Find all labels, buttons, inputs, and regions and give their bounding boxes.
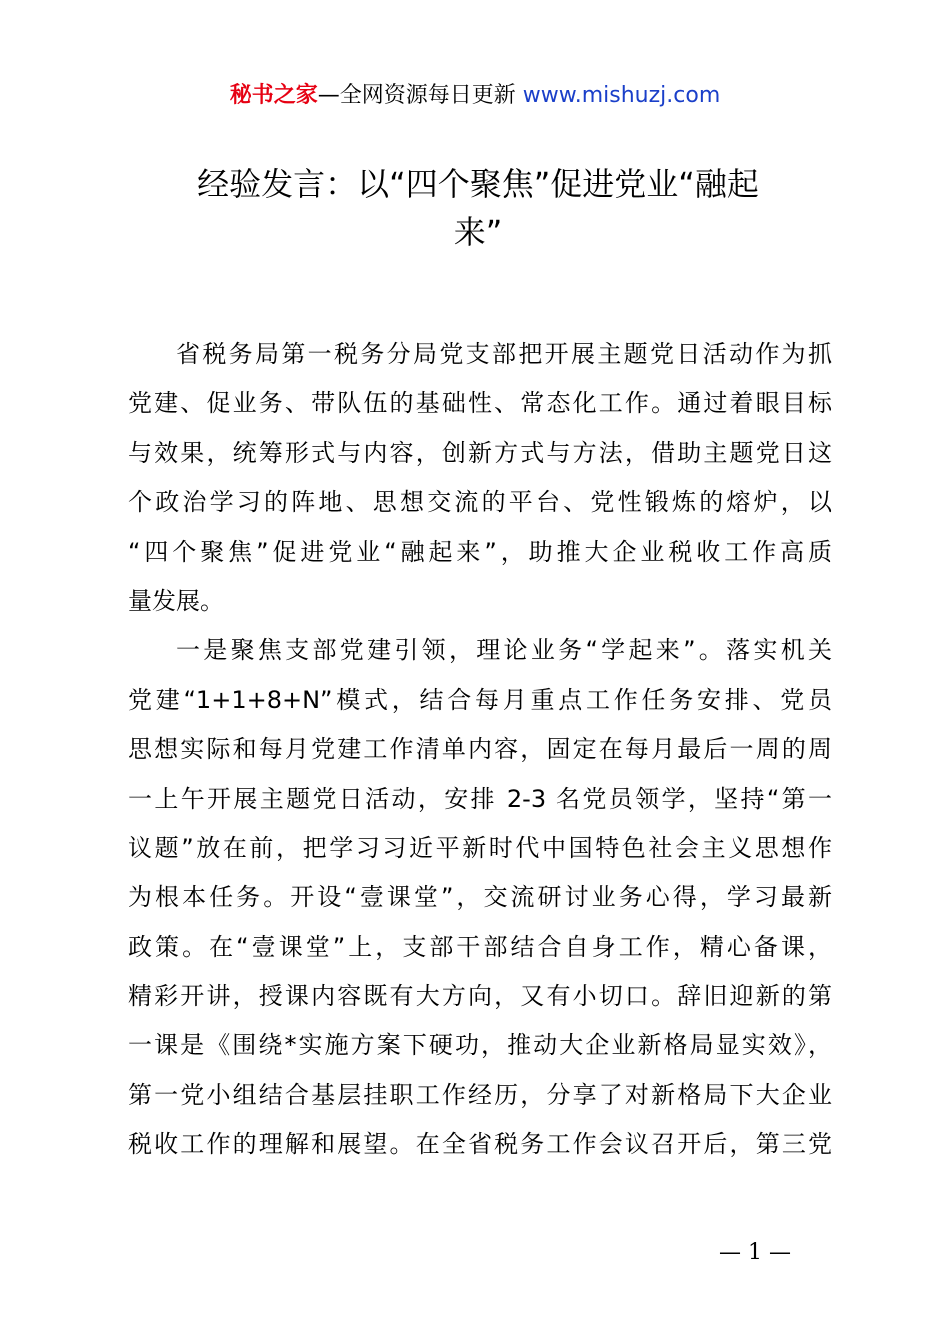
document-title (128, 160, 828, 256)
document-body (128, 330, 832, 1170)
text-line: 思想实际和每月党建工作清单内容，固定在每月最后一周的周 (128, 735, 832, 764)
text-line: 量发展。 (128, 586, 224, 615)
text-line: “四个聚焦”促进党业“融起来”，助推大企业税收工作高质 (128, 537, 832, 566)
title-line: 经验发言：以“四个聚焦”促进党业“融起 (197, 165, 759, 203)
site-url[interactable]: www.mishuzj.com (522, 83, 721, 108)
text-line: 一是聚焦支部党建引领，理论业务“学起来”。落实机关 (176, 636, 832, 665)
text-line: 与效果，统筹形式与内容，创新方式与方法，借助主题党日这 (128, 438, 832, 467)
site-name: 秘书之家 (229, 83, 318, 108)
page-number: — 1 — (719, 1240, 791, 1265)
text-line: 议题”放在前，把学习习近平新时代中国特色社会主义思想作 (128, 833, 832, 862)
paragraph-point-one (128, 626, 832, 1169)
text-line: 党建、促业务、带队伍的基础性、常态化工作。通过着眼目标 (128, 389, 832, 418)
text-line: 党建“1+1+8+N”模式，结合每月重点工作任务安排、党员 (128, 685, 832, 714)
text-line: 税收工作的理解和展望。在全省税务工作会议召开后，第三党 (128, 1130, 832, 1159)
title-line: 来” (453, 213, 503, 251)
text-line: 一上午开展主题党日活动，安排 2-3 名党员领学，坚持“第一 (128, 784, 832, 813)
paragraph-intro (128, 330, 832, 626)
text-line: 省税务局第一税务分局党支部把开展主题党日活动作为抓 (176, 340, 832, 368)
text-line: 个政治学习的阵地、思想交流的平台、党性锻炼的熔炉，以 (128, 488, 832, 517)
text-line: 一课是《围绕*实施方案下硬功，推动大企业新格局显实效》， (128, 1031, 832, 1060)
site-tagline: —全网资源每日更新 (317, 83, 523, 108)
text-line: 第一党小组结合基层挂职工作经历，分享了对新格局下大企业 (128, 1080, 832, 1109)
site-header (0, 80, 950, 112)
text-line: 政策。在“壹课堂”上，支部干部结合自身工作，精心备课， (128, 932, 832, 961)
text-line: 精彩开讲，授课内容既有大方向，又有小切口。辞旧迎新的第 (128, 982, 832, 1011)
text-line: 为根本任务。开设“壹课堂”，交流研讨业务心得，学习最新 (128, 883, 832, 912)
